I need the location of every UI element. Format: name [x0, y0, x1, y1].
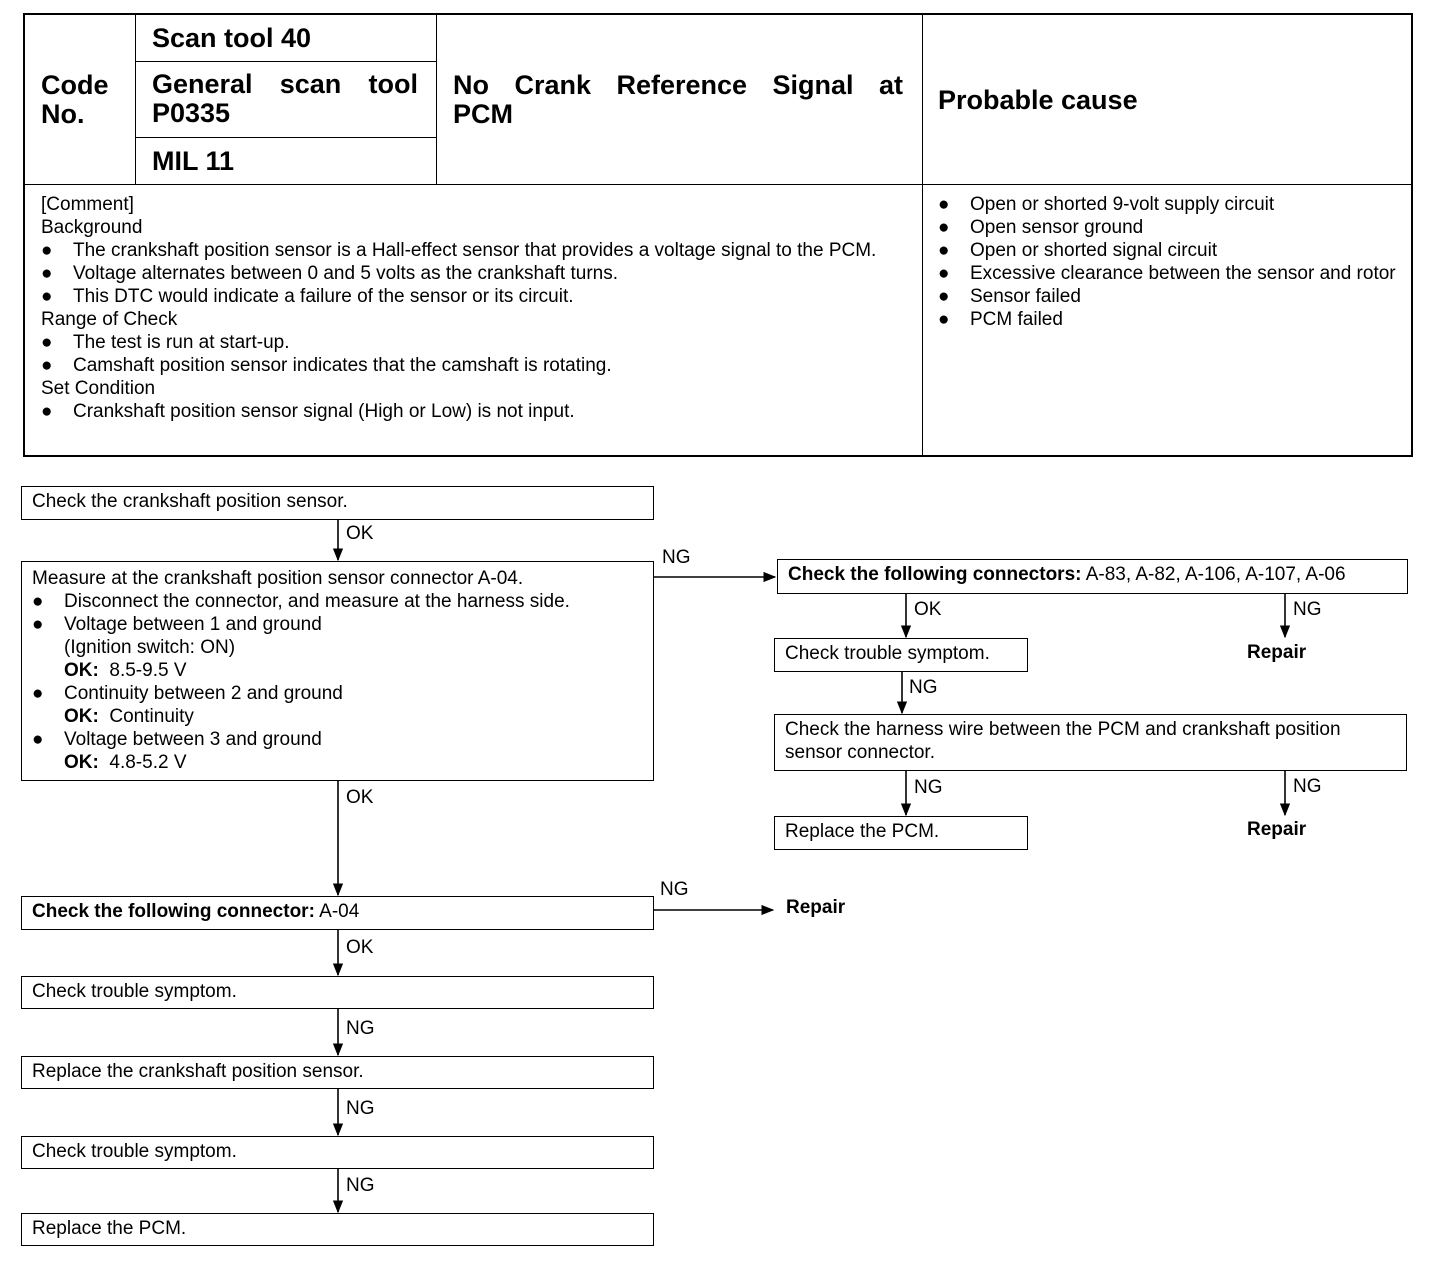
list-item: ● The test is run at start-up.: [41, 332, 290, 353]
step-check-sensor: Check the crankshaft position sensor.: [21, 486, 654, 520]
comment-label: [Comment]: [41, 194, 134, 215]
list-item: ● Open or shorted signal circuit: [938, 240, 1218, 261]
list-item: ● The crankshaft position sensor is a Hall-effect sensor that provides a voltage signal to the PCM.: [41, 240, 877, 261]
code-no-label: Code No.: [41, 70, 109, 129]
list-item: ● Disconnect the connector, and measure at the harness side.: [32, 591, 570, 612]
list-item: ● Crankshaft position sensor signal (High or Low) is not input.: [41, 401, 575, 422]
ok-label: OK: [346, 937, 374, 958]
ng-label: NG: [346, 1098, 375, 1119]
step-replace-pcm: Replace the PCM.: [21, 1213, 654, 1246]
list-item: ● Excessive clearance between the sensor and rotor: [938, 263, 1396, 284]
measure-ok: OK: Continuity: [64, 706, 194, 727]
ok-label: OK: [346, 787, 374, 808]
measure-title: Measure at the crankshaft position sensor connector A-04.: [32, 568, 524, 589]
list-item: ● Voltage between 3 and ground: [32, 729, 322, 750]
step-measure-connector: [21, 561, 654, 781]
list-item: ● PCM failed: [938, 309, 1063, 330]
list-item: ● Open sensor ground: [938, 217, 1144, 238]
background-label: Background: [41, 217, 143, 238]
dtc-title: No Crank Reference Signal at PCM: [453, 70, 903, 129]
ng-label: NG: [346, 1175, 375, 1196]
general-scan-tool-code: General scan tool P0335: [152, 69, 418, 128]
list-item: ● Camshaft position sensor indicates that the camshaft is rotating.: [41, 355, 612, 376]
list-item: ● Sensor failed: [938, 286, 1081, 307]
measure-ok: OK: 8.5-9.5 V: [64, 660, 187, 681]
repair-label: Repair: [1247, 819, 1307, 840]
list-item: ● Open or shorted 9-volt supply circuit: [938, 194, 1275, 215]
list-item: ● This DTC would indicate a failure of the sensor or its circuit.: [41, 286, 574, 307]
measure-sub: (Ignition switch: ON): [64, 637, 236, 658]
step-right-replace-pcm: Replace the PCM.: [774, 816, 1028, 850]
ng-label: NG: [1293, 776, 1322, 797]
set-condition-label: Set Condition: [41, 378, 156, 399]
ng-label: NG: [914, 777, 943, 798]
step-replace-sensor: Replace the crankshaft position sensor.: [21, 1056, 654, 1089]
list-item: ● Continuity between 2 and ground: [32, 683, 343, 704]
step-right-check-trouble: Check trouble symptom.: [774, 638, 1028, 672]
ok-label: OK: [346, 523, 374, 544]
step-check-connectors: Check the following connectors: A-83, A-82, A-106, A-107, A-06: [777, 559, 1408, 594]
range-of-check-label: Range of Check: [41, 309, 178, 330]
step-check-trouble-1: Check trouble symptom.: [21, 976, 654, 1009]
probable-cause-heading: Probable cause: [938, 85, 1138, 115]
step-check-trouble-2: Check trouble symptom.: [21, 1136, 654, 1169]
ng-label: NG: [909, 677, 938, 698]
mil-code: MIL 11: [152, 146, 235, 176]
measure-ok: OK: 4.8-5.2 V: [64, 752, 187, 773]
list-item: ● Voltage alternates between 0 and 5 volts as the crankshaft turns.: [41, 263, 619, 284]
step-check-connector: Check the following connector: A-04: [21, 896, 654, 930]
list-item: ● Voltage between 1 and ground: [32, 614, 322, 635]
ok-label: OK: [914, 599, 942, 620]
ng-label: NG: [1293, 599, 1322, 620]
repair-label: Repair: [786, 897, 846, 918]
ng-label: NG: [662, 547, 691, 568]
ng-label: NG: [660, 879, 689, 900]
ng-label: NG: [346, 1018, 375, 1039]
repair-label: Repair: [1247, 642, 1307, 663]
scan-tool-code: Scan tool 40: [152, 23, 312, 53]
step-check-harness: Check the harness wire between the PCM and crankshaft position sensor connector.: [774, 714, 1407, 771]
